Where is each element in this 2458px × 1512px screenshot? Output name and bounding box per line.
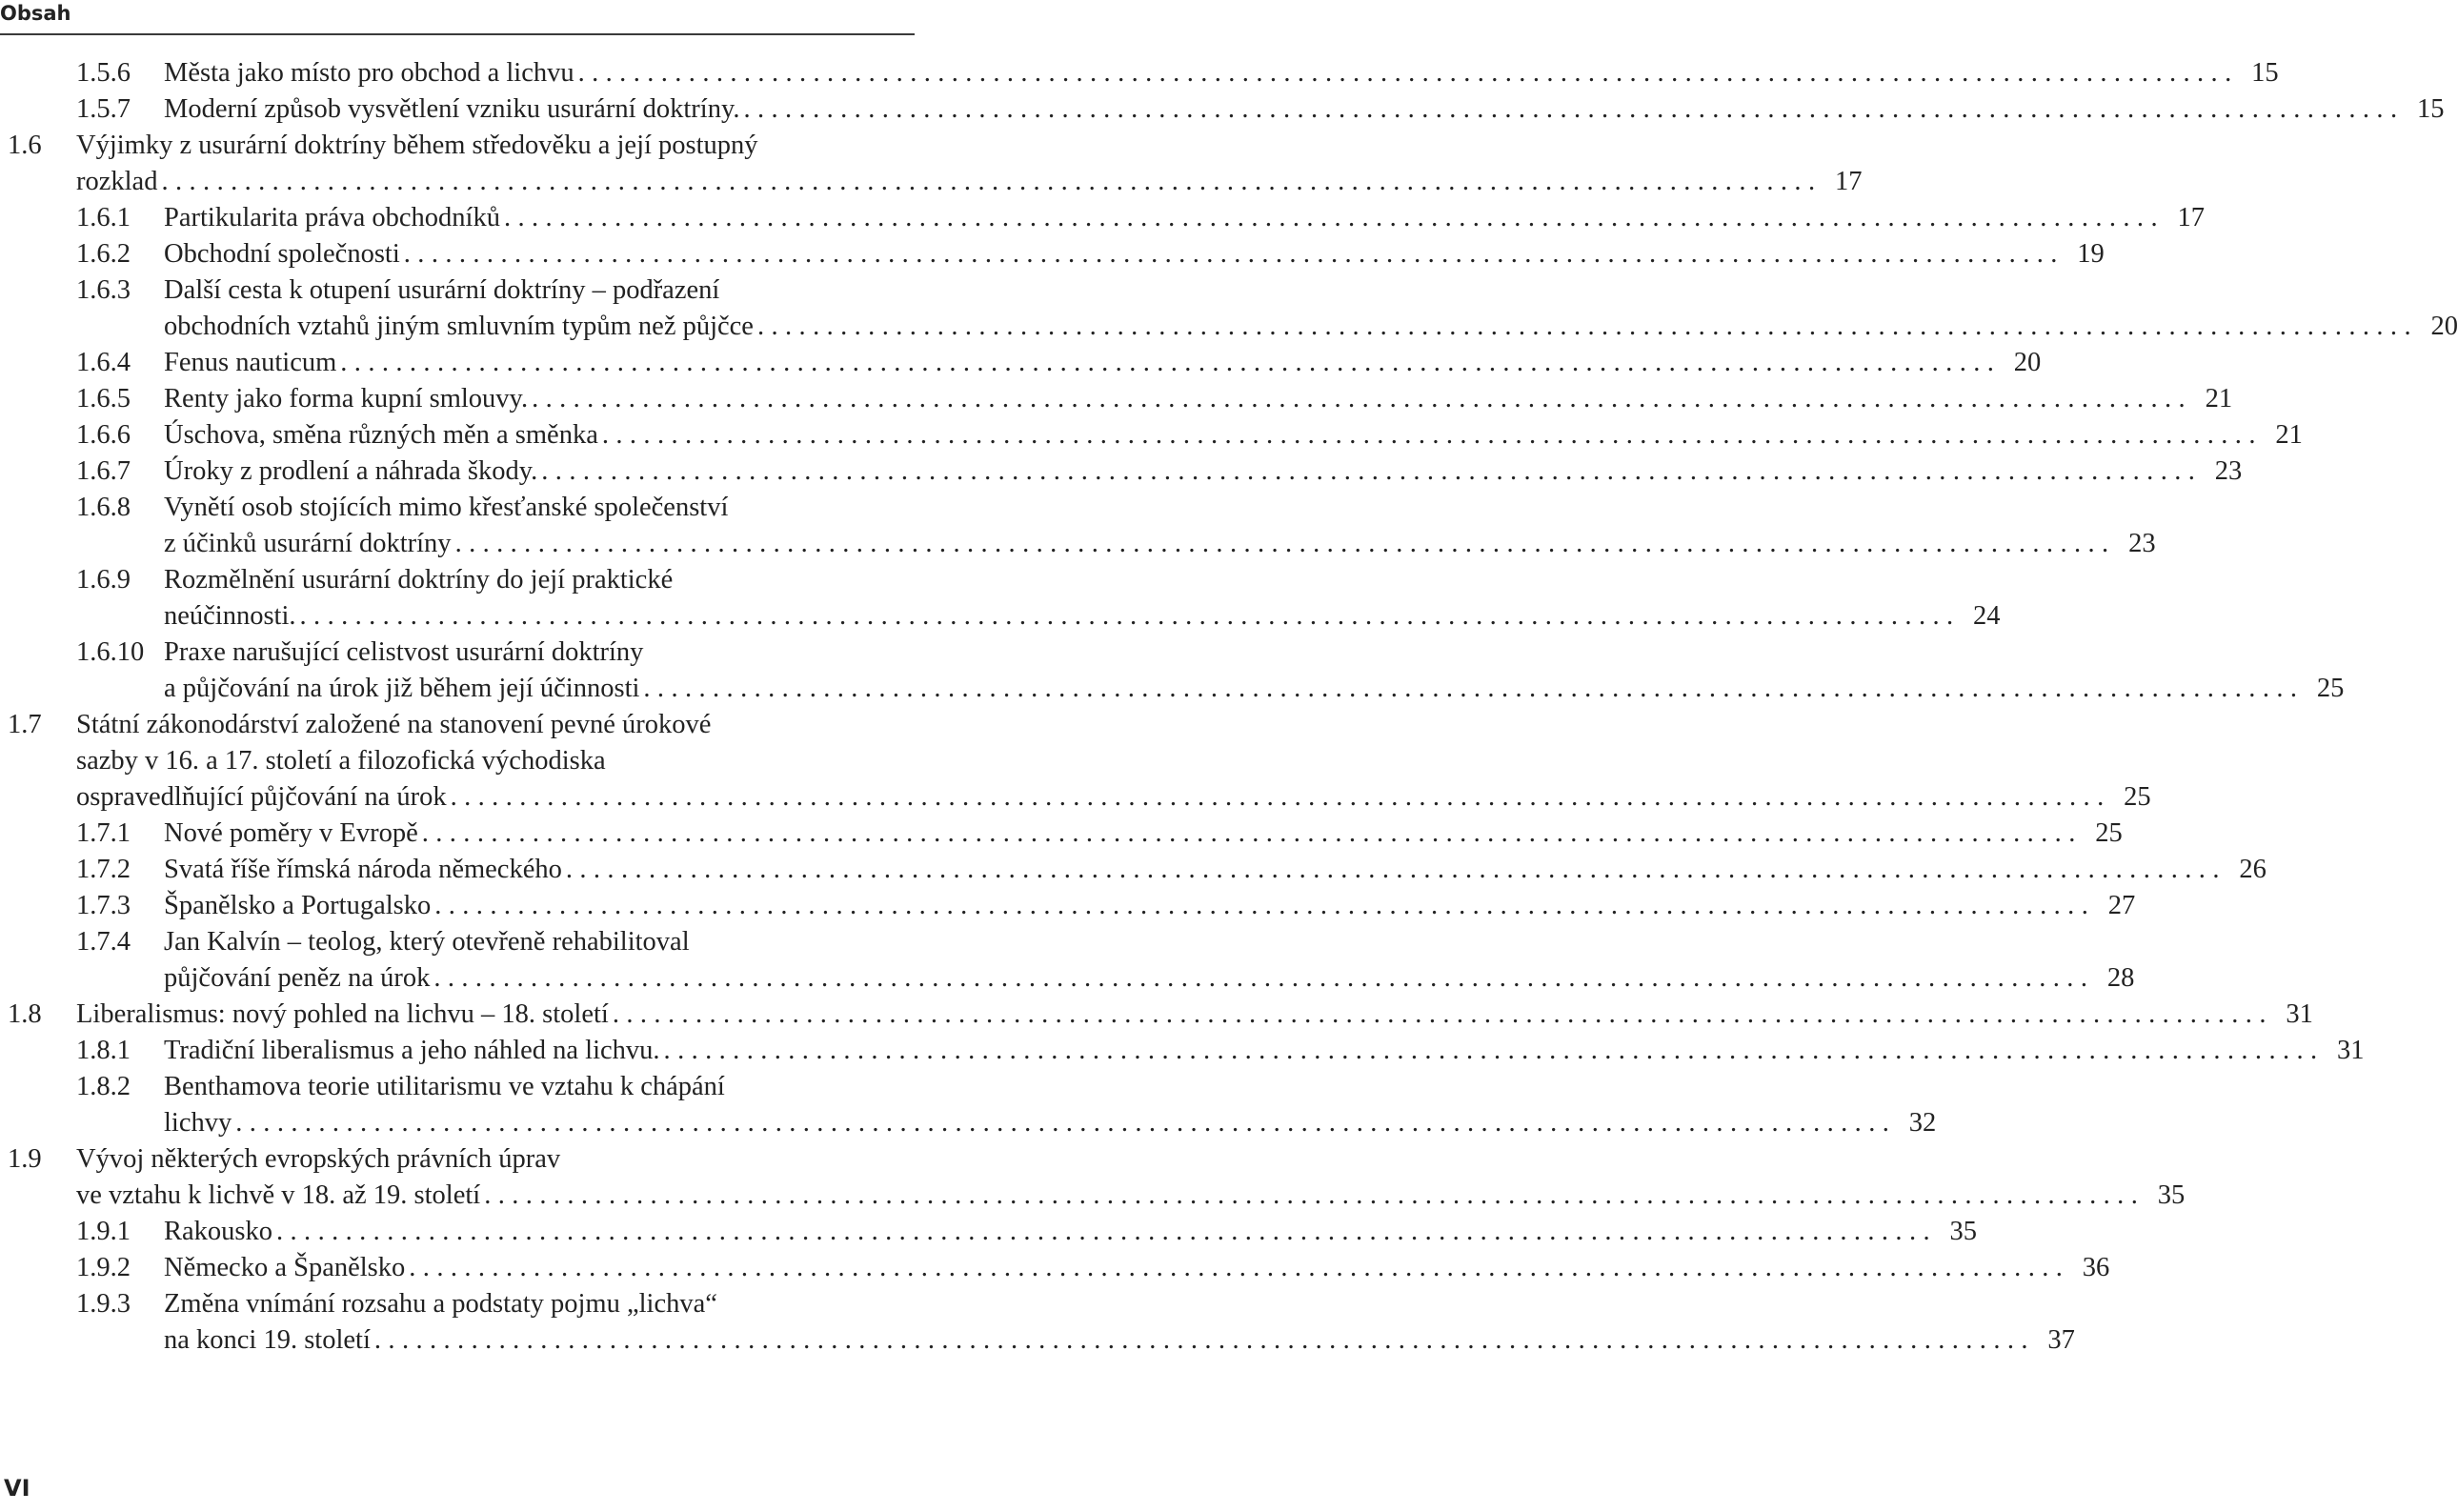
toc-entry-title: Vynětí osob stojících mimo křesťanské společenství [164, 493, 729, 522]
dot-leader: ........................................................................................................................ [503, 203, 2165, 232]
toc-entry-title: Obchodní společnosti [164, 239, 400, 269]
toc-entry-number: 1.7.4 [76, 927, 131, 957]
toc-entry-title: Partikularita práva obchodníků [164, 203, 500, 232]
dot-leader: ........................................................................................................................ [565, 855, 2226, 884]
toc-entry-title: na konci 19. století [164, 1325, 371, 1355]
toc-entry-body [0, 91, 2445, 128]
toc-entry-line [164, 454, 2243, 490]
toc-entry-page: 17 [1834, 167, 1863, 196]
toc-entry-title: neúčinnosti. [164, 601, 296, 631]
toc-entry-title: Státní zákonodárství založené na stanovení pevné úrokové [76, 710, 712, 739]
toc-entry-number: 1.9.2 [76, 1253, 131, 1282]
dot-leader: ........................................................................................................................ [276, 1217, 1937, 1246]
toc-entry-title: Jan Kalvín – teolog, který otevřeně rehabilitoval [164, 927, 690, 957]
dot-leader: ........................................................................................................................ [403, 239, 2065, 269]
toc-entry-title: obchodních vztahů jiným smluvním typům než půjčce [164, 312, 754, 341]
toc-entry-line [164, 671, 2345, 707]
toc-entry-line [164, 381, 2233, 417]
toc-entry-body [0, 816, 2123, 852]
toc-entry-page: 25 [2316, 674, 2345, 703]
toc-entry-page: 17 [2177, 203, 2205, 232]
toc-entry [0, 997, 2313, 1033]
toc-entry-body [0, 345, 2042, 381]
toc-entry-page: 31 [2337, 1036, 2365, 1065]
toc-entry-line [164, 960, 2135, 997]
toc-entry [0, 1033, 2365, 1069]
toc-entry-title: Moderní způsob vysvětlení vzniku usurární doktríny. [164, 94, 740, 124]
toc-entry-line [164, 236, 2105, 272]
toc-entry [0, 635, 2345, 707]
toc-entry-page: 26 [2239, 855, 2267, 884]
dot-leader: ........................................................................................................................ [532, 384, 2193, 413]
dot-leader: ........................................................................................................................ [161, 167, 1823, 196]
toc-entry-body [0, 200, 2205, 236]
toc-entry-number: 1.6.4 [76, 348, 131, 377]
toc-entry-page: 25 [2124, 782, 2151, 812]
toc-entry-line [76, 164, 1863, 200]
toc-entry-line [164, 1322, 2075, 1359]
toc-entry-title: Tradiční liberalismus a jeho náhled na lichvu. [164, 1036, 660, 1065]
toc-entry [0, 236, 2105, 272]
toc-entry-page: 35 [1949, 1217, 1977, 1246]
toc-entry-line [76, 743, 901, 779]
toc-entry-number: 1.8.1 [76, 1036, 131, 1065]
toc-entry-body [0, 272, 2458, 345]
dot-leader: ........................................................................................................................ [409, 1253, 2070, 1282]
toc-entry-number: 1.6.2 [76, 239, 131, 269]
toc-entry-number: 1.6.6 [76, 420, 131, 450]
toc-entry-line [164, 598, 2001, 635]
dot-leader: ........................................................................................................................ [450, 782, 2111, 812]
toc-entry-title: Nové poměry v Evropě [164, 818, 418, 848]
toc-entry [0, 888, 2136, 924]
toc-entry [0, 816, 2123, 852]
toc-entry-line [164, 309, 2458, 345]
toc-entry-line [164, 816, 2123, 852]
toc-entry-line [76, 1178, 2186, 1214]
toc-entry [0, 1250, 2110, 1286]
toc-entry-page: 20 [2430, 312, 2458, 341]
toc-entry-title: Německo a Španělsko [164, 1253, 406, 1282]
toc-entry-body [0, 888, 2136, 924]
toc-entry-title: Fenus nauticum [164, 348, 337, 377]
toc-entry-line [164, 1286, 901, 1322]
toc-entry [0, 454, 2243, 490]
toc-entry-line [76, 128, 901, 164]
toc-entry [0, 490, 2156, 562]
toc-entry-body [0, 490, 2156, 562]
toc-entry-page: 23 [2214, 456, 2243, 486]
toc-entry-body [0, 381, 2233, 417]
toc-entry-line [164, 1214, 1977, 1250]
toc-entry-body [0, 707, 2151, 816]
dot-leader: ........................................................................................................................ [541, 456, 2203, 486]
toc-entry-body [0, 924, 2135, 997]
toc-entry-number: 1.7.1 [76, 818, 131, 848]
toc-entry-title: Změna vnímání rozsahu a podstaty pojmu „lichva“ [164, 1289, 717, 1319]
dot-leader: ........................................................................................................................ [235, 1108, 1897, 1138]
toc-entry-body [0, 417, 2303, 454]
toc-entry-line [164, 200, 2205, 236]
toc-entry-page: 21 [2205, 384, 2233, 413]
dot-leader: ........................................................................................................................ [340, 348, 2002, 377]
toc-entry-title: a půjčování na úrok již během její účinnosti [164, 674, 640, 703]
dot-leader: ........................................................................................................................ [601, 420, 2263, 450]
toc-entry [0, 1141, 2186, 1214]
toc-entry-line [164, 1105, 1937, 1141]
toc-entry-line [164, 924, 901, 960]
toc-entry-title: z účinků usurární doktríny [164, 529, 452, 558]
toc-entry-title: Vývoj některých evropských právních úprav [76, 1144, 561, 1174]
toc-entry-body [0, 1033, 2365, 1069]
toc-entry-title: sazby v 16. a 17. století a filozofická východiska [76, 746, 606, 776]
toc-entry-title: Úschova, směna různých měn a směnka [164, 420, 598, 450]
toc-entry-body [0, 1214, 1977, 1250]
toc-entry-title: ospravedlňující půjčování na úrok [76, 782, 447, 812]
toc-entry-number: 1.6.9 [76, 565, 131, 595]
toc-entry-number: 1.8.2 [76, 1072, 131, 1101]
toc-entry-title: Rozmělnění usurární doktríny do její praktické [164, 565, 674, 595]
toc-entry-number: 1.6.10 [76, 637, 145, 667]
toc-entry-title: Praxe narušující celistvost usurární doktríny [164, 637, 644, 667]
toc-entry-line [164, 526, 2156, 562]
toc-entry [0, 128, 1863, 200]
header-rule [0, 33, 915, 35]
toc-entry-body [0, 1069, 1937, 1141]
toc-entry-line [164, 417, 2303, 454]
toc-entry-number: 1.8 [8, 999, 42, 1029]
toc-entry-line [164, 635, 901, 671]
toc-entry-body [0, 1286, 2075, 1359]
toc-entry-number: 1.6.5 [76, 384, 131, 413]
toc-entry-page: 31 [2286, 999, 2313, 1029]
toc-entry [0, 200, 2205, 236]
dot-leader: ........................................................................................................................ [743, 94, 2405, 124]
toc-entry-line [164, 852, 2267, 888]
toc-entry-title: Rakousko [164, 1217, 272, 1246]
toc-entry-title: půjčování peněz na úrok [164, 963, 431, 993]
toc-entry-body [0, 236, 2105, 272]
toc-entry-page: 15 [2416, 94, 2445, 124]
toc-entry-title: Výjimky z usurární doktríny během středověku a její postupný [76, 131, 758, 160]
toc-entry-line [164, 1033, 2365, 1069]
toc-entry-number: 1.5.7 [76, 94, 131, 124]
toc-entry-page: 20 [2013, 348, 2042, 377]
toc-entry-line [76, 997, 2313, 1033]
toc-entry-number: 1.7.3 [76, 891, 131, 920]
toc-entry-number: 1.9.3 [76, 1289, 131, 1319]
toc-entry-line [164, 888, 2136, 924]
toc-entry-page: 35 [2157, 1180, 2186, 1210]
dot-leader: ........................................................................................................................ [373, 1325, 2035, 1355]
dot-leader: ........................................................................................................................ [756, 312, 2418, 341]
toc-entry-line [76, 707, 901, 743]
toc-entry-body [0, 562, 2001, 635]
toc-entry-body [0, 1250, 2110, 1286]
toc-entry [0, 55, 2279, 91]
toc-entry-number: 1.6.1 [76, 203, 131, 232]
toc-entry-number: 1.6.7 [76, 456, 131, 486]
toc-entry-line [164, 1069, 901, 1105]
toc-entry [0, 707, 2151, 816]
toc-entry [0, 345, 2042, 381]
dot-leader: ........................................................................................................................ [454, 529, 2116, 558]
toc-entry-body [0, 852, 2267, 888]
toc-entry-page: 24 [1973, 601, 2001, 631]
toc-entry-title: rozklad [76, 167, 158, 196]
toc-entry-number: 1.6.8 [76, 493, 131, 522]
toc-entry-page: 32 [1908, 1108, 1937, 1138]
toc-entry-title: Španělsko a Portugalsko [164, 891, 432, 920]
toc-entry-page: 21 [2275, 420, 2303, 450]
toc-entry-page: 27 [2107, 891, 2136, 920]
toc-entry-title: Liberalismus: nový pohled na lichvu – 18. století [76, 999, 609, 1029]
toc-entry-line [76, 1141, 901, 1178]
toc-entry-title: Města jako místo pro obchod a lichvu [164, 58, 574, 88]
page-folio: VI [4, 1475, 30, 1502]
toc-entry-page: 37 [2047, 1325, 2075, 1355]
toc-entry-title: Úroky z prodlení a náhrada škody. [164, 456, 538, 486]
running-head-title: Obsah [0, 2, 71, 25]
toc-entry-body [0, 454, 2243, 490]
toc-entry [0, 1069, 1937, 1141]
toc-entry-number: 1.7 [8, 710, 42, 739]
dot-leader: ........................................................................................................................ [663, 1036, 2325, 1065]
toc-entry-title: ve vztahu k lichvě v 18. až 19. století [76, 1180, 481, 1210]
dot-leader: ........................................................................................................................ [299, 601, 1961, 631]
toc-entry [0, 1286, 2075, 1359]
toc-entry [0, 852, 2267, 888]
toc-entry-line [164, 490, 901, 526]
toc-entry-title: Svatá říše římská národa německého [164, 855, 562, 884]
toc-entry [0, 91, 2445, 128]
toc-entry-body [0, 55, 2279, 91]
toc-entry-number: 1.9 [8, 1144, 42, 1174]
toc-entry-line [164, 345, 2042, 381]
toc-entry-line [164, 562, 901, 598]
dot-leader: ........................................................................................................................ [421, 818, 2083, 848]
toc-entry-page: 15 [2251, 58, 2279, 88]
dot-leader: ........................................................................................................................ [612, 999, 2273, 1029]
toc-entry-title: Další cesta k otupení usurární doktríny – podřazení [164, 275, 720, 305]
toc-entry-number: 1.7.2 [76, 855, 131, 884]
toc-entry-body [0, 1141, 2186, 1214]
toc-entry-title: lichvy [164, 1108, 232, 1138]
toc-entry [0, 924, 2135, 997]
toc-entry-page: 19 [2077, 239, 2105, 269]
dot-leader: ........................................................................................................................ [643, 674, 2305, 703]
toc-entry-line [164, 91, 2445, 128]
toc-entry [0, 381, 2233, 417]
table-of-contents [0, 55, 2458, 1359]
toc-entry-number: 1.6.3 [76, 275, 131, 305]
toc-entry-number: 1.9.1 [76, 1217, 131, 1246]
toc-entry-page: 23 [2128, 529, 2156, 558]
dot-leader: ........................................................................................................................ [484, 1180, 2146, 1210]
toc-entry-line [164, 1250, 2110, 1286]
toc-entry [0, 562, 2001, 635]
toc-entry-number: 1.5.6 [76, 58, 131, 88]
toc-entry [0, 1214, 1977, 1250]
toc-entry-body [0, 997, 2313, 1033]
toc-entry-page: 25 [2095, 818, 2123, 848]
toc-entry-line [164, 272, 901, 309]
toc-entry-title: Renty jako forma kupní smlouvy. [164, 384, 529, 413]
dot-leader: ........................................................................................................................ [577, 58, 2239, 88]
dot-leader: ........................................................................................................................ [433, 963, 2095, 993]
toc-entry-line [76, 779, 2151, 816]
toc-entry-line [164, 55, 2279, 91]
toc-entry-page: 28 [2106, 963, 2135, 993]
toc-entry [0, 417, 2303, 454]
toc-entry-title: Benthamova teorie utilitarismu ve vztahu k chápání [164, 1072, 725, 1101]
dot-leader: ........................................................................................................................ [434, 891, 2096, 920]
toc-entry-body [0, 128, 1863, 200]
toc-entry-page: 36 [2082, 1253, 2110, 1282]
toc-entry-number: 1.6 [8, 131, 42, 160]
toc-entry [0, 272, 2458, 345]
